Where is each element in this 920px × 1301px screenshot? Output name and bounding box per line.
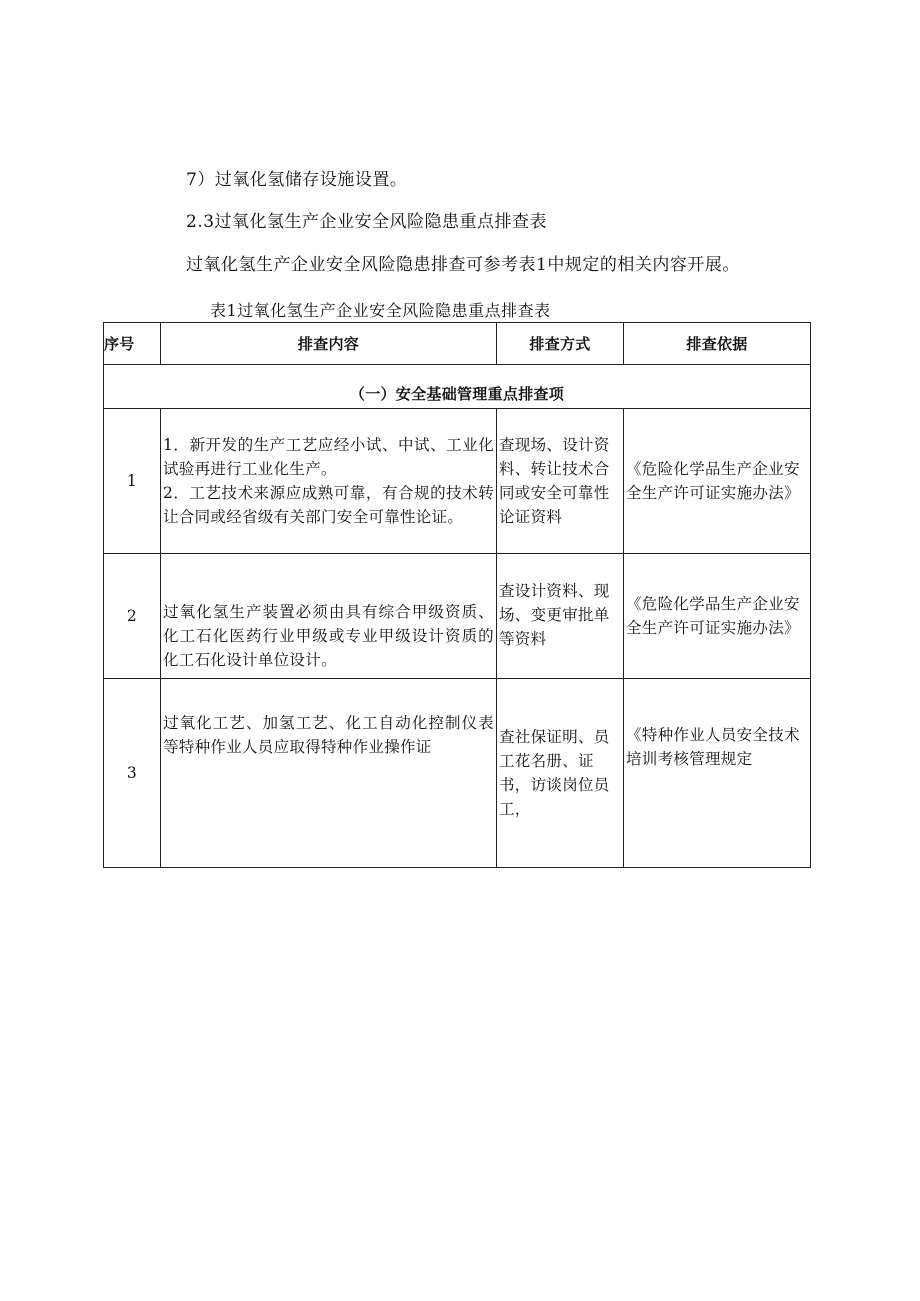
row-seq: 1 bbox=[104, 409, 161, 554]
paragraph-item-7: 7）过氧化氢储存设施设置。 bbox=[186, 170, 408, 190]
row-content bbox=[161, 409, 497, 554]
header-basis: 排查依据 bbox=[624, 323, 811, 365]
table-row bbox=[104, 679, 811, 868]
content-item-1: 1．新开发的生产工艺应经小试、中试、工业化试验再进行工业化生产。 bbox=[163, 436, 494, 478]
row-seq: 3 bbox=[104, 679, 161, 868]
table-header-row bbox=[104, 323, 811, 365]
row-method: 查设计资料、现场、变更审批单等资料 bbox=[497, 554, 624, 679]
section-row bbox=[104, 365, 811, 409]
header-content: 排查内容 bbox=[161, 323, 497, 365]
table-row bbox=[104, 554, 811, 679]
header-seq: 序号 bbox=[104, 323, 161, 365]
hazard-check-table bbox=[103, 322, 811, 868]
row-basis: 《危险化学品生产企业安全生产许可证实施办法》 bbox=[624, 554, 811, 679]
content-item-2: 2．工艺技术来源应成熟可靠，有合规的技术转让合同或经省级有关部门安全可靠性论证。 bbox=[163, 484, 494, 526]
table-caption: 表1过氧化氢生产企业安全风险隐患重点排查表 bbox=[210, 301, 551, 320]
row-basis: 《特种作业人员安全技术培训考核管理规定 bbox=[624, 679, 811, 868]
row-basis: 《危险化学品生产企业安全生产许可证实施办法》 bbox=[624, 409, 811, 554]
section-heading-2-3: 2.3过氧化氢生产企业安全风险隐患重点排查表 bbox=[186, 212, 548, 232]
table-row bbox=[104, 409, 811, 554]
row-method: 查社保证明、员工花名册、证书，访谈岗位员工， bbox=[497, 679, 624, 868]
row-content: 过氧化工艺、加氢工艺、化工自动化控制仪表等特种作业人员应取得特种作业操作证 bbox=[161, 679, 497, 868]
row-content: 过氧化氢生产装置必须由具有综合甲级资质、化工石化医药行业甲级或专业甲级设计资质的化工石化设计单位设计。 bbox=[161, 554, 497, 679]
section-title: （一）安全基础管理重点排查项 bbox=[104, 365, 811, 409]
header-method: 排查方式 bbox=[497, 323, 624, 365]
intro-paragraph: 过氧化氢生产企业安全风险隐患排查可参考表1中规定的相关内容开展。 bbox=[186, 255, 740, 275]
row-seq: 2 bbox=[104, 554, 161, 679]
row-method: 查现场、设计资料、转让技术合同或安全可靠性论证资料 bbox=[497, 409, 624, 554]
